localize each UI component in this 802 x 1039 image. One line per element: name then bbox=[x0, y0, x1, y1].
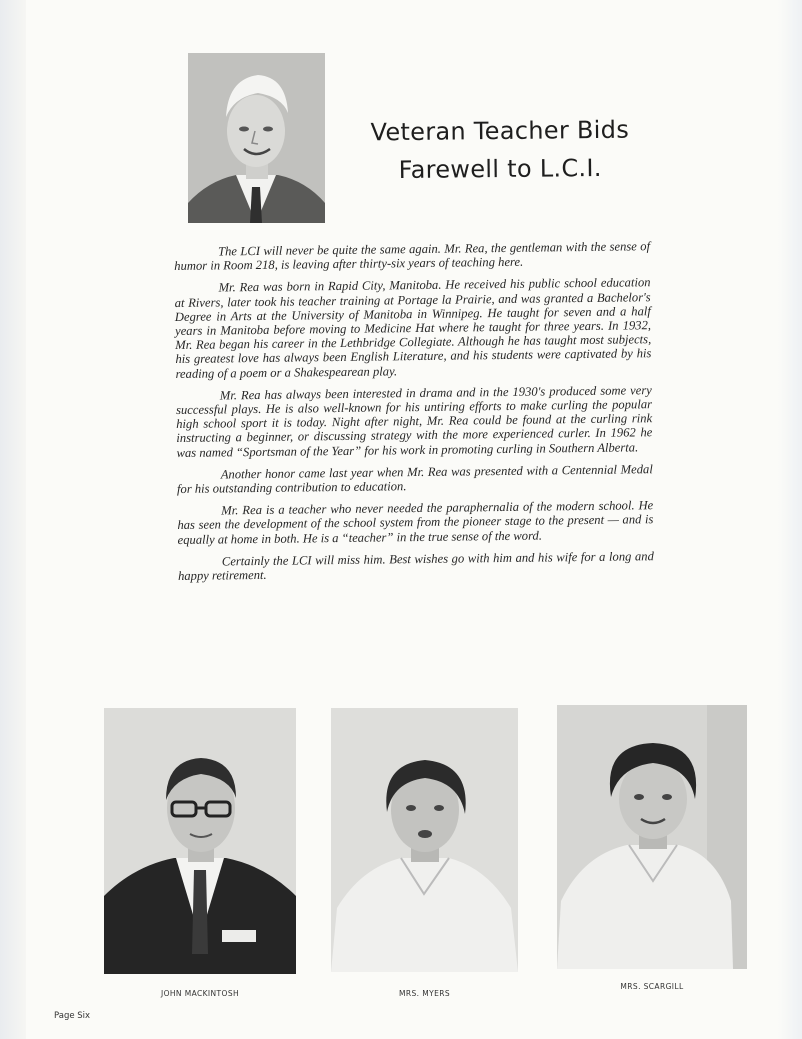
article-paragraph: Mr. Rea has always been interested in drama and in the 1930's produced some very successful plays. He is also well-known for his untiring efforts to make curling the popular high school sport it is today. Night after night, Mr. Rea could be found at the curling rink instructing a beginner, or discussing strategy with the more experienced curler. In 1962 he was named “Sportsman of the Year” for his work in promoting curling in Southern Alberta. bbox=[175, 383, 653, 460]
portrait-mr-rea bbox=[188, 53, 325, 223]
article-paragraph: Mr. Rea was born in Rapid City, Manitoba. He received his public school education at Rivers, later took his teacher training at Portage la Prairie, and was granted a Bachelor's Degree in Arts at the University of Manitoba in Winnipeg. He taught for seven and a half years in Manitoba before moving to Medicine Hat where he taught for three years. In 1932, Mr. Rea began his career in the Lethbridge Collegiate. Although he has taught most subjects, his greatest love has always been English Literature, and his students were captivated by his reading of a poem or a Shakespearean play. bbox=[174, 275, 652, 381]
caption-john-mackintosh: JOHN MACKINTOSH bbox=[160, 989, 240, 998]
article-paragraph: The LCI will never be quite the same again. Mr. Rea, the gentleman with the sense of humor in Room 218, is leaving after thirty-six years of teaching here. bbox=[174, 239, 651, 274]
headline-line-2: Farewell to L.C.I. bbox=[398, 153, 602, 185]
portrait-john-mackintosh bbox=[104, 708, 296, 974]
portrait-mrs-myers bbox=[331, 708, 518, 972]
article-paragraph: Mr. Rea is a teacher who never needed the paraphernalia of the modern school. He has seen the development of the school system from the pioneer stage to the present — and is equally at home in both. He is a “teacher” in the true sense of the word. bbox=[177, 498, 654, 547]
article-body bbox=[174, 239, 654, 591]
page-edge-right bbox=[778, 0, 802, 1039]
page-number: Page Six bbox=[54, 1011, 91, 1021]
headline bbox=[345, 110, 656, 189]
caption-mrs-scargill: MRS. SCARGILL bbox=[620, 982, 684, 991]
article-paragraph: Certainly the LCI will miss him. Best wishes go with him and his wife for a long and happy retirement. bbox=[177, 549, 654, 584]
portrait-mrs-scargill bbox=[557, 705, 747, 969]
article-paragraph: Another honor came last year when Mr. Rea was presented with a Centennial Medal for his outstanding contribution to education. bbox=[176, 462, 653, 497]
caption-mrs-myers: MRS. MYERS bbox=[399, 989, 450, 998]
page-edge-left bbox=[0, 0, 26, 1039]
headline-line-1: Veteran Teacher Bids bbox=[370, 115, 630, 147]
